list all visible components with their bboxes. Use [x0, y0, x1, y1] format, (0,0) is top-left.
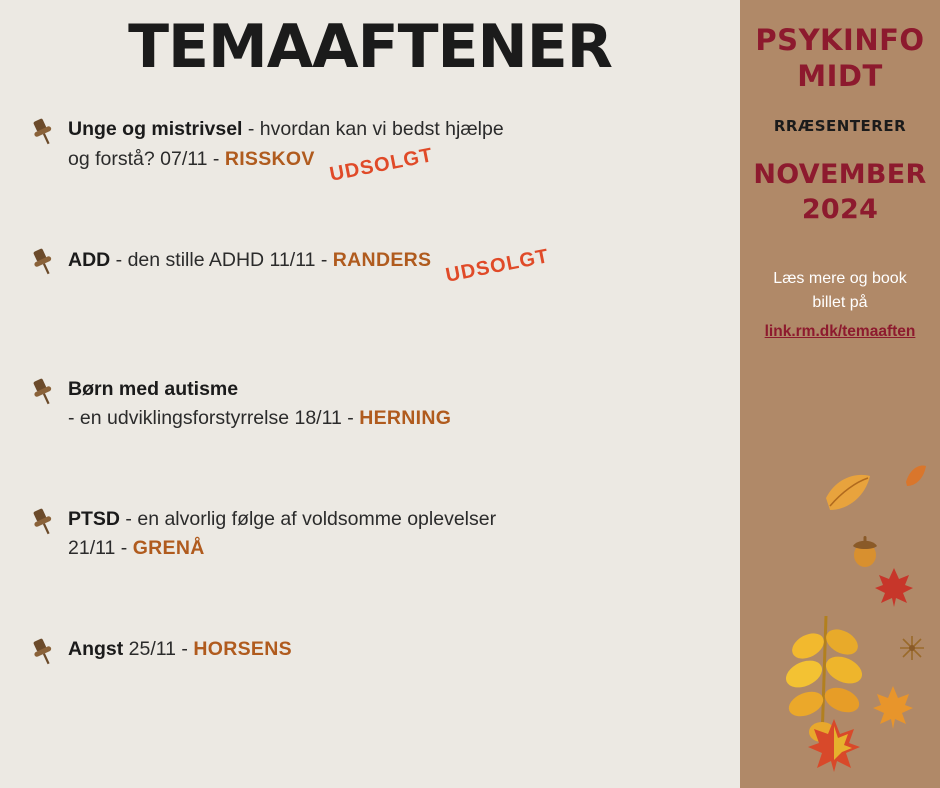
event-text [68, 505, 496, 564]
maple-leaf-icon [874, 566, 914, 608]
event-list [0, 115, 740, 743]
page-title: TEMAAFTENER [128, 12, 612, 82]
event-title: Angst [68, 638, 124, 660]
event-text [68, 115, 504, 187]
event-desc-1: - den stille ADHD 11/11 - [110, 249, 333, 271]
event-city: HERNING [359, 407, 452, 430]
event-title: ADD [68, 249, 111, 271]
brand-line-1: PSYKINFO [755, 23, 925, 57]
list-item[interactable] [24, 115, 740, 223]
list-item[interactable] [24, 505, 740, 613]
month-label: NOVEMBER [753, 158, 927, 190]
seed-pod-icon [898, 634, 926, 662]
event-text [68, 635, 292, 664]
list-item[interactable] [24, 375, 740, 483]
booking-info [740, 267, 940, 345]
list-item[interactable] [24, 635, 740, 743]
acorn-icon [848, 534, 882, 568]
leaf-icon [904, 462, 928, 488]
status-badge: UDSOLGT [327, 144, 435, 187]
pushpin-icon [28, 377, 58, 407]
date-block [740, 157, 940, 227]
presents-label: RRÆSENTERER [773, 116, 907, 135]
maple-leaf-icon [806, 716, 862, 774]
event-desc-2: 21/11 - [68, 537, 133, 560]
event-title: Børn med autisme [68, 378, 239, 400]
pushpin-icon [28, 507, 58, 537]
booking-line-2: billet på [812, 294, 868, 312]
booking-line-1: Læs mere og book [773, 269, 907, 287]
pushpin-icon [28, 117, 58, 147]
event-city: RISSKOV [224, 148, 315, 171]
list-item[interactable] [24, 245, 740, 353]
event-desc-1: 25/11 - [123, 638, 194, 660]
event-desc-1: - en alvorlig følge af voldsomme oplevelser [120, 508, 497, 530]
status-badge: UDSOLGT [444, 245, 552, 287]
booking-link[interactable]: link.rm.dk/temaaften [764, 323, 916, 341]
event-desc-1: - hvordan kan vi bedst hjælpe [242, 118, 504, 140]
leaf-icon [822, 470, 874, 514]
event-text [68, 375, 451, 434]
compound-leaf-icon [782, 612, 866, 746]
event-title: PTSD [68, 508, 121, 530]
event-desc-2: - en udviklingsforstyrrelse 18/11 - [68, 407, 360, 430]
maple-leaf-icon [872, 684, 914, 730]
brand-line-2: MIDT [797, 59, 883, 94]
sidebar [740, 0, 940, 788]
event-city: HORSENS [193, 638, 292, 660]
event-city: GRENÅ [132, 537, 205, 560]
event-city: RANDERS [332, 249, 432, 271]
event-desc-2: og forstå? 07/11 - [68, 148, 225, 171]
event-title: Unge og mistrivsel [68, 118, 243, 140]
brand-title [740, 0, 940, 95]
pushpin-icon [28, 637, 58, 667]
year-label: 2024 [801, 193, 879, 225]
event-text [68, 245, 552, 287]
pushpin-icon [28, 247, 58, 277]
